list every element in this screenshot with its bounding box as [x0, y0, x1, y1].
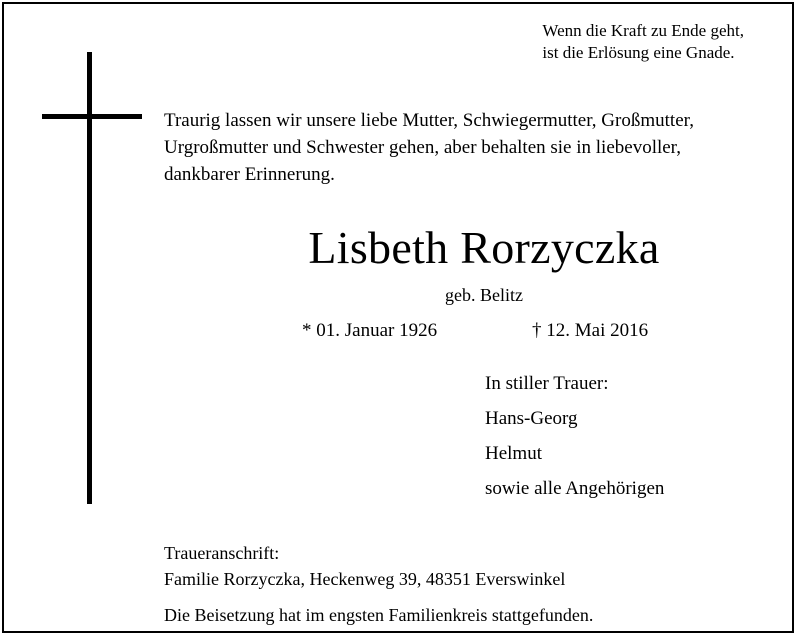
deceased-name: Lisbeth Rorzyczka — [308, 222, 660, 273]
maiden-name: geb. Belitz — [445, 285, 523, 305]
intro-line-2: Urgroßmutter und Schwester gehen, aber behalten sie in liebevoller, — [164, 137, 681, 158]
mourner-name: Helmut — [485, 443, 542, 464]
intro-line-1: Traurig lassen wir unsere liebe Mutter, Schwiegermutter, Großmutter, — [164, 110, 694, 131]
cross-vertical-bar — [87, 52, 92, 504]
death-date: † 12. Mai 2016 — [532, 320, 649, 341]
mourners-list — [485, 366, 664, 506]
obituary-notice — [2, 2, 794, 633]
funeral-note: Die Beisetzung hat im engsten Familienkreis stattgefunden. — [164, 605, 594, 625]
birth-date: * 01. Januar 1926 — [302, 320, 438, 341]
mourners-heading: In stiller Trauer: — [485, 373, 609, 394]
address-label: Traueranschrift: — [164, 543, 280, 563]
motto-quote — [542, 20, 744, 64]
intro-line-3: dankbarer Erinnerung. — [164, 164, 335, 185]
address-value: Familie Rorzyczka, Heckenweg 39, 48351 Everswinkel — [164, 569, 566, 589]
mourning-address — [164, 540, 565, 592]
motto-line-1: Wenn die Kraft zu Ende geht, — [542, 21, 744, 40]
mourner-name: Hans-Georg — [485, 408, 578, 429]
cross-horizontal-bar — [42, 114, 142, 119]
intro-text — [164, 107, 784, 188]
mourner-name: sowie alle Angehörigen — [485, 478, 665, 499]
motto-line-2: ist die Erlösung eine Gnade. — [542, 43, 735, 62]
